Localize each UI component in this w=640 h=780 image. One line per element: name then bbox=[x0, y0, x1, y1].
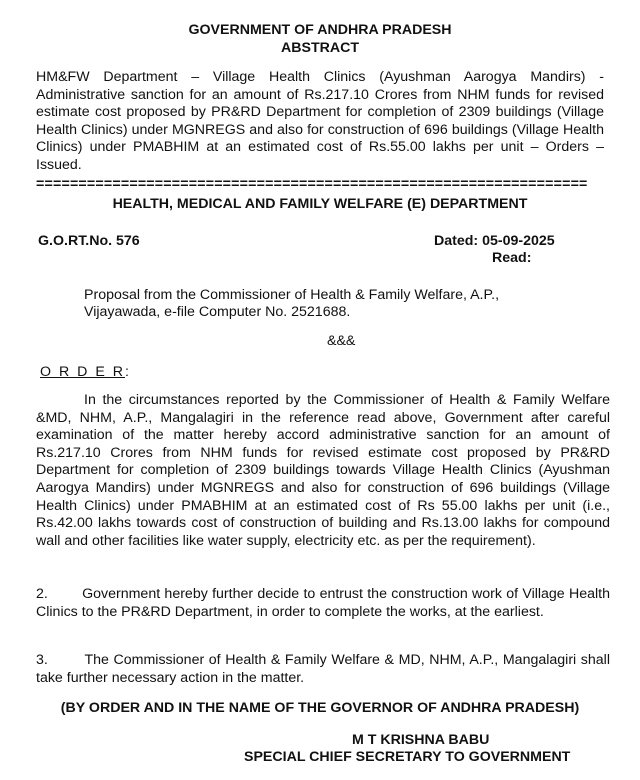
order-paragraph-2: 2. Government hereby further decide to entrust the construction work of Village Health Clinics to the PR&RD Department, in order to complete the works, at the earliest. bbox=[36, 586, 614, 620]
abstract-text: HM&FW Department – Village Health Clinics (Ayushman Aarogya Mandirs) - Administrative sanction for an amount of Rs.217.10 Crores from NHM funds for revised estimate cost proposed by PR&RD Department for completion of 2309 buildings (Village Health Clinics) under MGNREGS and also for construction of 696 buildings (Village Health Clinics) under PMABHIM at an estimated cost of Rs.55.00 lakhs per unit – Orders – Issued. bbox=[36, 69, 604, 173]
order-heading bbox=[40, 364, 129, 382]
order-heading-text: O R D E R bbox=[40, 364, 126, 380]
order-date: Dated: 05-09-2025 bbox=[434, 233, 555, 249]
section-marker: &&& bbox=[327, 333, 356, 349]
closing-statement: (BY ORDER AND IN THE NAME OF THE GOVERNOR OF ANDHRA PRADESH) bbox=[60, 700, 580, 716]
go-number: G.O.RT.No. 576 bbox=[38, 233, 140, 249]
order-paragraph-1: In the circumstances reported by the Commissioner of Health & Family Welfare &MD, NHM, A.P., Mangalagiri in the reference read above, Government after careful examination of the matter hereby accord administrative sanction for an amount of Rs.217.10 Crores from NHM funds for revised estimate cost proposed by PR&RD Department for completion of 2309 buildings towards Village Health Clinics (Ayushman Aarogya Mandirs) under MGNREGS and also for construction of 696 buildings (Village Health Clinics) under PMABHIM at an estimated cost of Rs 55.00 lakhs per unit (i.e., Rs.42.00 lakhs towards cost of construction of building and Rs.13.00 lakhs for compound wall and other facilities like water supply, electricity etc. as per the requirement). bbox=[36, 392, 610, 549]
read-label: Read: bbox=[492, 250, 532, 266]
order-paragraph-3: 3. The Commissioner of Health & Family Welfare & MD, NHM, A.P., Mangalagiri shall take further necessary action in the matter. bbox=[36, 652, 614, 686]
signatory-name: M T KRISHNA BABU bbox=[352, 732, 490, 748]
department-heading: HEALTH, MEDICAL AND FAMILY WELFARE (E) DEPARTMENT bbox=[112, 196, 528, 212]
government-title: GOVERNMENT OF ANDHRA PRADESH bbox=[188, 22, 452, 38]
reference-line-1: Proposal from the Commissioner of Health & Family Welfare, A.P., bbox=[84, 287, 500, 303]
separator-line: ================================================================= bbox=[36, 176, 588, 192]
reference-line-2: Vijayawada, e-file Computer No. 2521688. bbox=[84, 304, 351, 320]
signatory-title: SPECIAL CHIEF SECRETARY TO GOVERNMENT bbox=[244, 749, 571, 765]
abstract-heading: ABSTRACT bbox=[280, 40, 360, 56]
order-heading-colon: : bbox=[125, 364, 129, 380]
